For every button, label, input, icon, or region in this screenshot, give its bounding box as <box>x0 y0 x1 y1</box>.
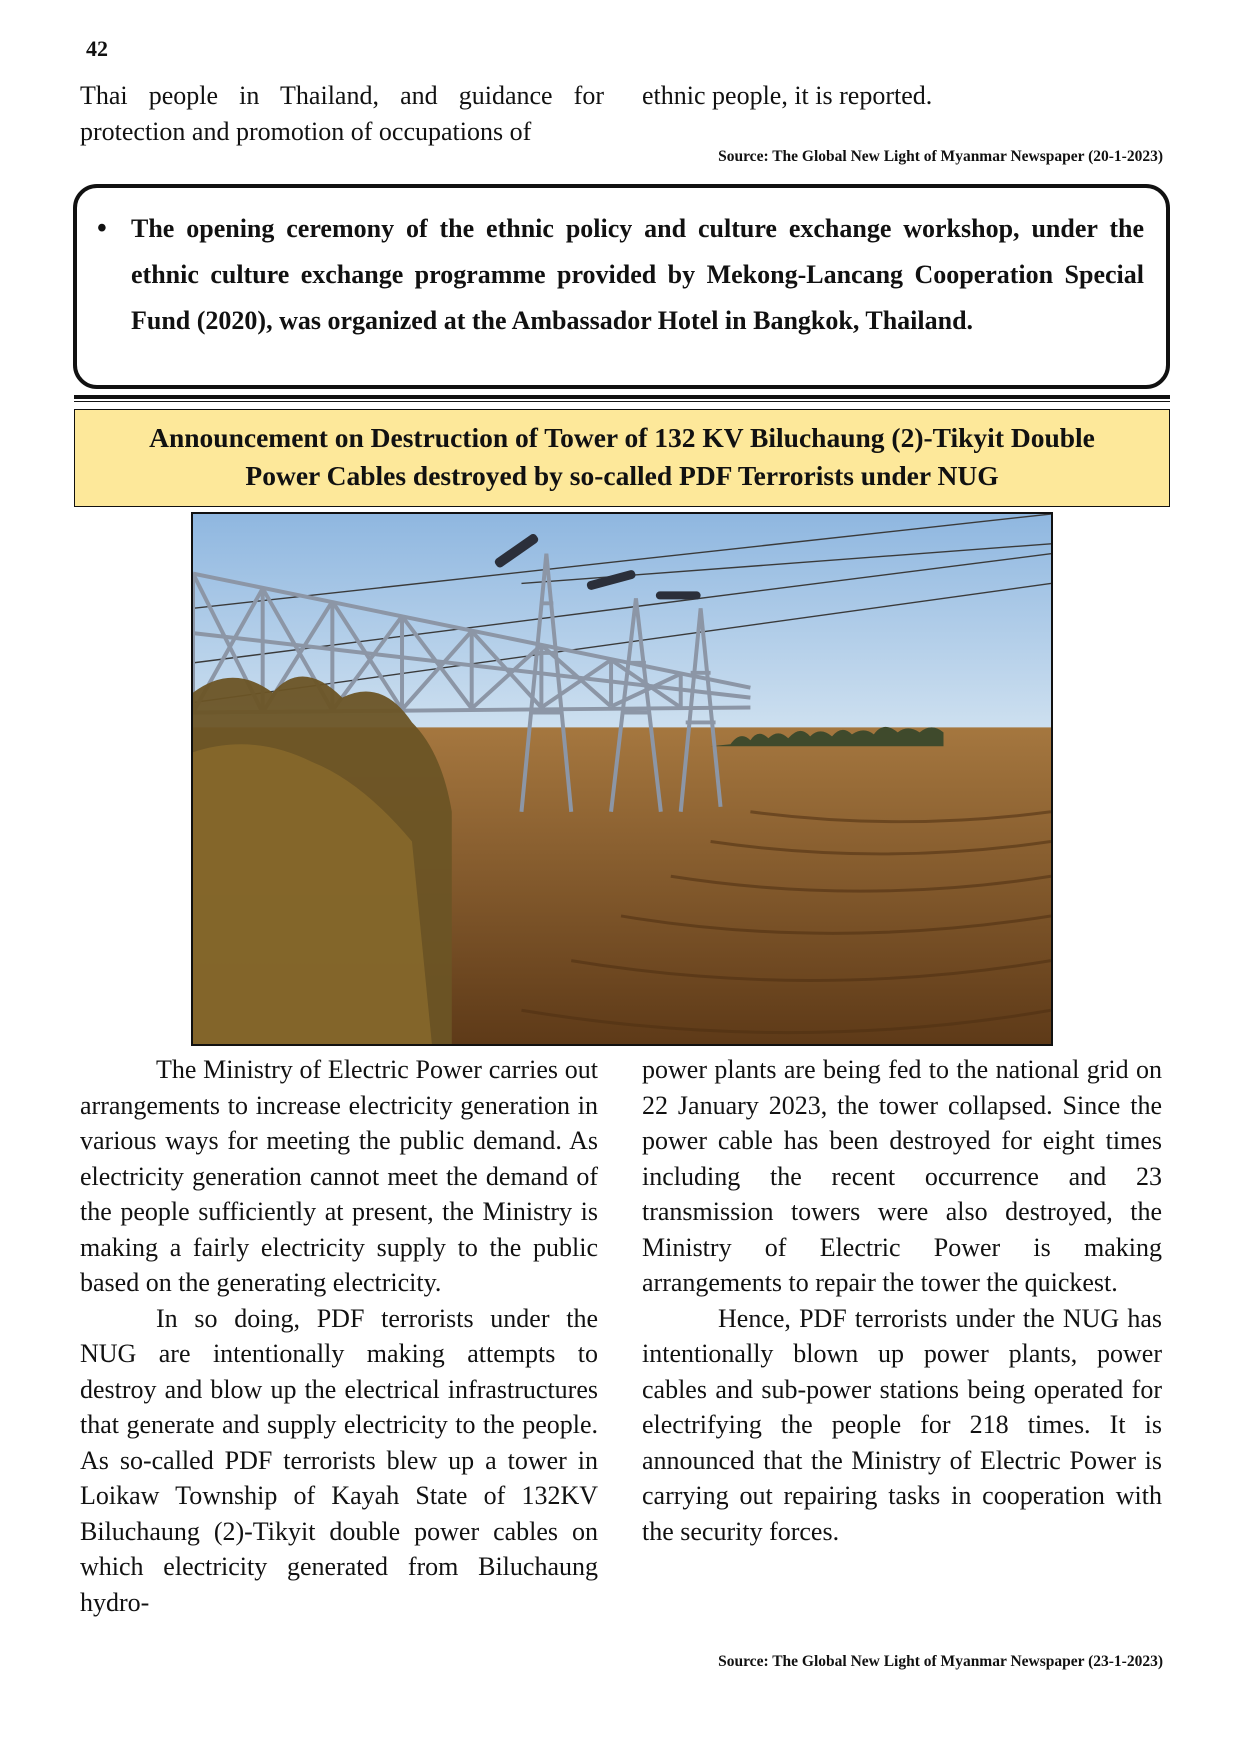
headline-line-1: Announcement on Destruction of Tower of 132 KV Biluchaung (2)-Tikyit Double <box>149 422 1095 453</box>
section-divider-thin <box>74 401 1170 402</box>
top-left-column-text: Thai people in Thailand, and guidance for protection and promotion of occupations of <box>80 81 604 146</box>
callout-bullet-item: • The opening ceremony of the ethnic policy and culture exchange workshop, under the ethnic culture exchange programme provided by Mekong-Lancang Cooperation Special Fund (2020), was organized at the Ambassador Hotel in Bangkok, Thailand. <box>97 206 1144 344</box>
collapsed-tower-photo <box>191 512 1053 1046</box>
source-citation-top: Source: The Global New Light of Myanmar Newspaper (20-1-2023) <box>718 148 1163 165</box>
article-right-paragraph-2: Hence, PDF terrorists under the NUG has intentionally blown up power plants, power cables and sub-power stations being operated for electrifying the people for 218 times. It is announced that the Ministry of Electric Power is carrying out repairing tasks in cooperation with the security forces. <box>642 1303 1162 1546</box>
page-number: 42 <box>86 36 108 61</box>
article-left-paragraph-2: In so doing, PDF terrorists under the NUG are intentionally making attempts to destroy and blow up the electrical infrastructures that generate and supply electricity to the people. As so-called PDF terrorists blew up a tower in Loikaw Township of Kayah State of 132KV Biluchaung (2)-Tikyit double power cables on which electricity generated from Biluchaung hydro- <box>80 1303 598 1617</box>
article-right-column <box>642 1052 1162 1549</box>
top-right-column-text: ethnic people, it is reported. <box>642 81 933 110</box>
collapsed-tower-illustration <box>193 514 1051 1044</box>
article-headline <box>74 409 1170 507</box>
source-citation-bottom: Source: The Global New Light of Myanmar Newspaper (23-1-2023) <box>718 1653 1163 1670</box>
article-right-paragraph-1: power plants are being fed to the national grid on 22 January 2023, the tower collapsed. Since the power cable has been destroyed for eight times including the recent occurrence and 23 transmission towers were also destroyed, the Ministry of Electric Power is making arrangements to repair the tower the quickest. <box>642 1055 1162 1297</box>
article-left-column <box>80 1052 598 1620</box>
headline-line-2: Power Cables destroyed by so-called PDF Terrorists under NUG <box>245 460 999 491</box>
news-callout-box <box>73 184 1170 389</box>
section-divider-thick <box>74 395 1170 399</box>
article-left-paragraph-1: The Ministry of Electric Power carries out arrangements to increase electricity generation in various ways for meeting the public demand. As electricity generation cannot meet the demand of the people sufficiently at present, the Ministry is making a fairly electricity supply to the public based on the generating electricity. <box>80 1055 598 1297</box>
